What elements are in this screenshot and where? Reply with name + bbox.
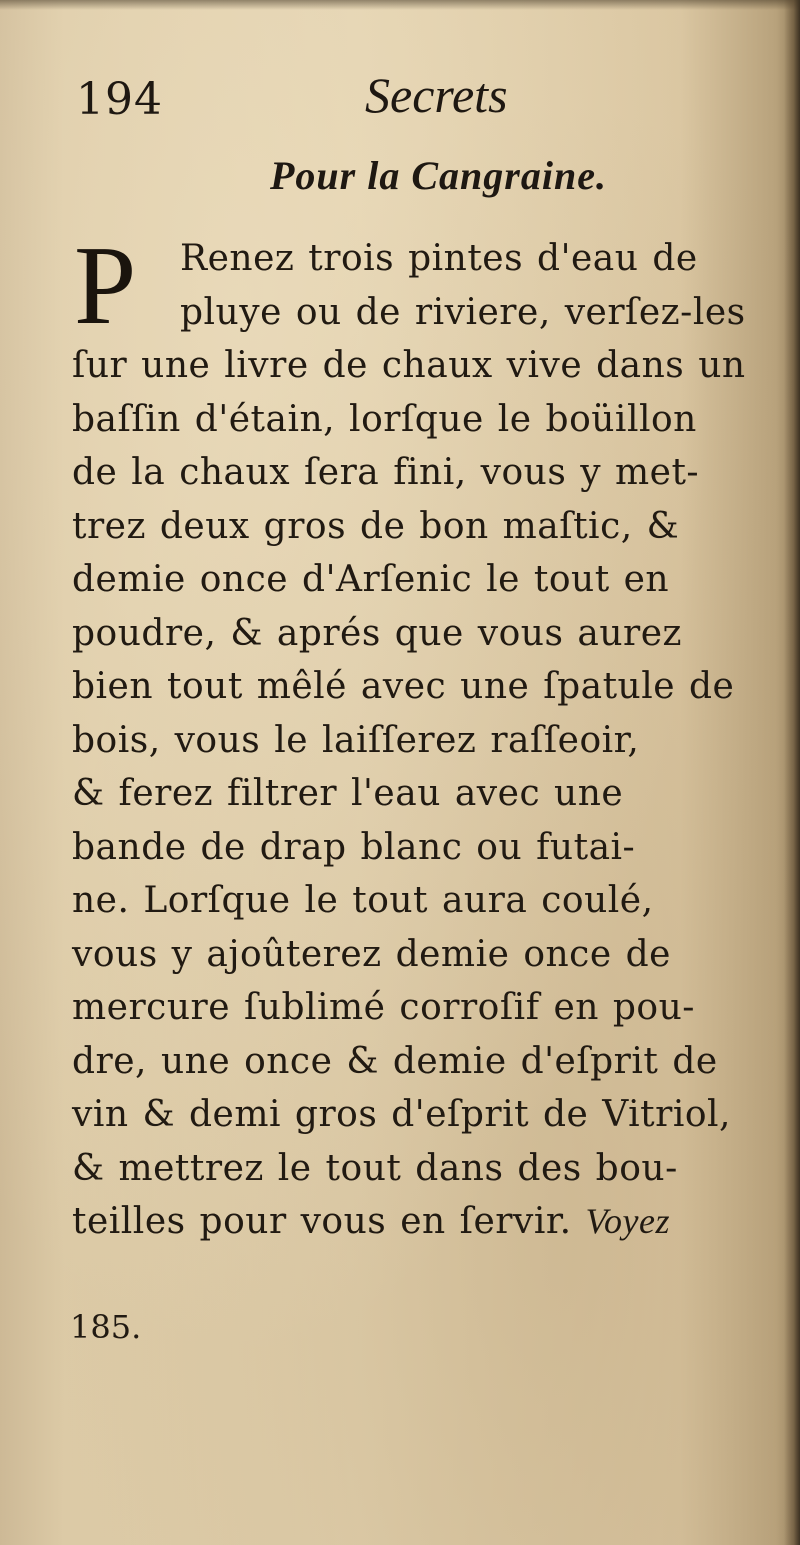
body-line: bien tout mêlé avec une ſpatule de — [72, 666, 735, 707]
body-line: & mettrez le tout dans des bou- — [72, 1147, 678, 1189]
body-line: de la chaux ſera fini, vous y met- — [72, 452, 700, 493]
page-gutter-edge — [784, 0, 800, 1545]
body-line: mercure ſublimé corroſif en pou- — [72, 987, 695, 1028]
body-line: poudre, & aprés que vous aurez — [72, 612, 682, 654]
recipe-body — [72, 224, 784, 1249]
page-top-shadow — [0, 0, 800, 10]
body-line: ſur une livre de chaux vive dans un — [72, 345, 746, 386]
body-line: baſſin d'étain, lorſque le boüillon — [72, 398, 697, 440]
page-number: 194 — [76, 74, 163, 125]
body-line: vous y ajoûterez demie once de — [72, 933, 671, 975]
drop-cap: P — [74, 224, 137, 348]
body-line: ne. Lorſque le tout aura coulé, — [72, 880, 654, 921]
running-title: Secrets — [365, 67, 508, 123]
body-line-text: Renez trois pintes d'eau de — [180, 238, 698, 279]
page-header — [0, 62, 800, 132]
body-line: bois, vous le laiſſerez raſſeoir, — [72, 719, 640, 761]
cross-reference: Voyez — [585, 1201, 670, 1241]
body-line: bande de drap blanc ou futai- — [72, 826, 636, 868]
body-line: dre, une once & demie d'eſprit de — [72, 1040, 718, 1082]
body-line: demie once d'Arſenic le tout en — [72, 559, 670, 600]
catchword: 185. — [70, 1308, 142, 1346]
section-heading: Pour la Cangraine. — [270, 153, 607, 198]
body-line-text: teilles pour vous en ſervir. — [72, 1201, 572, 1242]
body-line: & ferez filtrer l'eau avec une — [72, 773, 624, 814]
body-line: trez deux gros de bon maſtic, & — [72, 505, 680, 547]
body-line — [72, 1195, 784, 1249]
body-line: vin & demi gros d'eſprit de Vitriol, — [72, 1094, 731, 1135]
body-line: pluye ou de riviere, verſez-les — [180, 291, 746, 333]
